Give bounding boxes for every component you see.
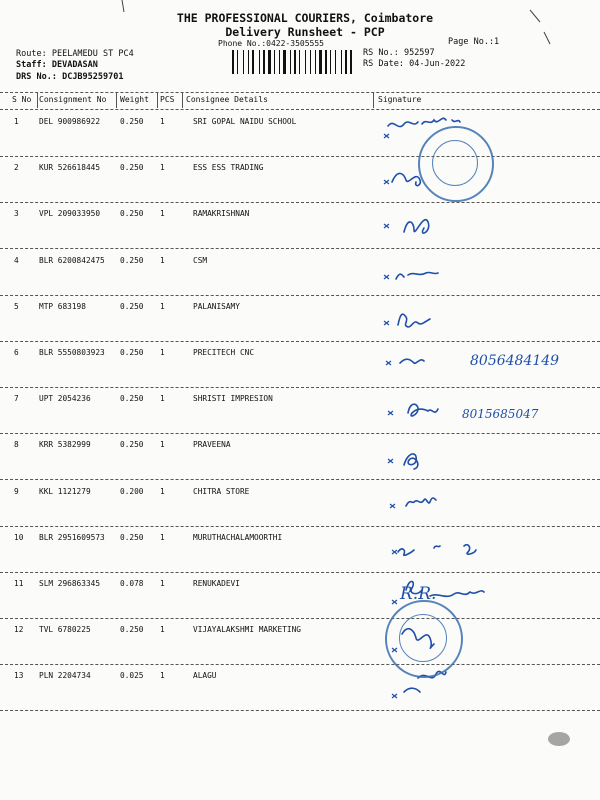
consignee-cell: PRAVEENA	[193, 440, 231, 450]
consignment-cell: BLR 5550803923	[39, 348, 105, 357]
sno-cell: 2	[14, 163, 19, 173]
table-row	[0, 433, 600, 480]
rs-no-line	[363, 48, 435, 58]
pcs-cell: 1	[160, 532, 165, 542]
consignment-cell: KUR 526618445	[39, 163, 101, 173]
weight-cell: 0.250	[120, 301, 144, 311]
table-row	[0, 618, 600, 665]
col-consignee: Consignee Details	[186, 95, 268, 104]
weight-cell: 0.250	[120, 348, 144, 357]
header-divider	[373, 92, 374, 108]
header-divider	[157, 92, 158, 108]
sno-cell: 6	[14, 348, 19, 357]
weight-cell: 0.250	[120, 209, 144, 219]
staff-value: DEVADASAN	[51, 60, 98, 70]
sno-cell: 12	[14, 625, 24, 635]
consignment-cell: KRR 5382999	[39, 440, 91, 450]
consignment-cell: DEL 900986922	[39, 117, 101, 126]
company-stamp	[418, 126, 494, 202]
pcs-cell: 1	[160, 486, 165, 496]
sno-cell: 13	[14, 671, 24, 681]
sno-cell: 1	[14, 117, 19, 126]
pcs-cell: 1	[160, 625, 165, 635]
weight-cell: 0.250	[120, 532, 144, 542]
pcs-cell: 1	[160, 440, 165, 450]
rs-date-label: RS Date:	[363, 59, 404, 69]
signature-mark	[378, 433, 598, 479]
company-stamp	[385, 600, 463, 678]
signature-mark	[378, 526, 598, 572]
route-label: Route:	[16, 49, 47, 59]
table-row	[0, 110, 600, 157]
pcs-cell: 1	[160, 117, 165, 126]
consignee-cell: MURUTHACHALAMOORTHI	[193, 532, 283, 542]
drs-label: DRS No.:	[16, 72, 57, 82]
staff-label: Staff:	[16, 60, 47, 70]
drs-line	[16, 72, 124, 82]
table-row	[0, 202, 600, 249]
signature-mark	[378, 202, 598, 248]
consignment-cell: UPT 2054236	[39, 394, 91, 404]
pcs-cell: 1	[160, 579, 165, 588]
sno-cell: 9	[14, 486, 19, 496]
handwritten-note: 8015685047	[462, 407, 539, 422]
consignment-cell: BLR 2951609573	[39, 532, 105, 542]
pcs-cell: 1	[160, 301, 165, 311]
weight-cell: 0.250	[120, 163, 144, 173]
consignee-cell: SRI GOPAL NAIDU SCHOOL	[193, 117, 297, 126]
sno-cell: 8	[14, 440, 19, 450]
weight-cell: 0.250	[120, 394, 144, 404]
consignee-cell: CHITRA STORE	[193, 486, 250, 496]
consignee-cell: VIJAYALAKSHMI MARKETING	[193, 625, 301, 635]
col-signature: Signature	[378, 95, 422, 104]
pcs-cell: 1	[160, 163, 165, 173]
weight-cell: 0.250	[120, 625, 144, 635]
sno-cell: 4	[14, 255, 19, 265]
col-pcs: PCS	[160, 95, 175, 104]
table-row	[0, 664, 600, 711]
pcs-cell: 1	[160, 394, 165, 404]
pcs-cell: 1	[160, 671, 165, 681]
handwritten-note: 8056484149	[470, 353, 560, 369]
document-title: Delivery Runsheet - PCP	[225, 25, 385, 39]
consignee-cell: ESS ESS TRADING	[193, 163, 264, 173]
consignment-cell: PLN 2204734	[39, 671, 91, 681]
table-row	[0, 295, 600, 342]
page-number: Page No.:1	[448, 37, 500, 47]
table-row	[0, 572, 600, 619]
rs-no-value: 952597	[403, 48, 435, 58]
header-divider	[182, 92, 183, 108]
col-sno: S No	[12, 95, 32, 104]
sno-cell: 10	[14, 532, 24, 542]
consignment-cell: BLR 6200842475	[39, 255, 105, 265]
pcs-cell: 1	[160, 348, 165, 357]
consignee-cell: CSM	[193, 255, 208, 265]
weight-cell: 0.025	[120, 671, 144, 681]
header-divider	[37, 92, 38, 108]
consignment-cell: KKL 1121279	[39, 486, 91, 496]
consignee-cell: RAMAKRISHNAN	[193, 209, 250, 219]
drs-value: DCJB95259701	[62, 72, 124, 82]
route-value: PEELAMEDU ST PC4	[51, 49, 134, 59]
consignment-cell: VPL 209033950	[39, 209, 101, 219]
handwritten-note: R.R.	[400, 584, 437, 604]
consignment-cell: TVL 6780225	[39, 625, 91, 635]
rs-date-line	[363, 59, 465, 69]
signature-mark	[378, 480, 598, 526]
weight-cell: 0.250	[120, 440, 144, 450]
table-row	[0, 341, 600, 388]
consignee-cell: RENUKADEVI	[193, 579, 240, 588]
sno-cell: 7	[14, 394, 19, 404]
consignee-cell: PALANISAMY	[193, 301, 240, 311]
signature-mark	[378, 249, 598, 295]
phone-number: Phone No.:0422-3505555	[218, 39, 324, 48]
consignment-cell: SLM 296863345	[39, 579, 101, 588]
pen-mark	[528, 6, 554, 46]
sno-cell: 5	[14, 301, 19, 311]
consignment-cell: MTP 683198	[39, 301, 86, 311]
consignee-cell: ALAGU	[193, 671, 217, 681]
sno-cell: 11	[14, 579, 24, 588]
table-row	[0, 526, 600, 573]
barcode	[232, 50, 358, 74]
signature-mark	[378, 295, 598, 341]
sno-cell: 3	[14, 209, 19, 219]
table-row	[0, 387, 600, 434]
weight-cell: 0.250	[120, 117, 144, 126]
weight-cell: 0.200	[120, 486, 144, 496]
company-title: THE PROFESSIONAL COURIERS, Coimbatore	[176, 11, 434, 25]
staff-line	[16, 60, 98, 70]
table-header	[0, 92, 600, 110]
col-consignment: Consignment No	[39, 95, 107, 104]
weight-cell: 0.250	[120, 255, 144, 265]
pcs-cell: 1	[160, 209, 165, 219]
rs-date-value: 04-Jun-2022	[409, 59, 466, 69]
rs-no-label: RS No.:	[363, 48, 399, 58]
smudge-mark	[548, 732, 570, 746]
table-row	[0, 480, 600, 527]
weight-cell: 0.078	[120, 579, 144, 588]
consignee-cell: SHRISTI IMPRESION	[193, 394, 273, 404]
table-row	[0, 156, 600, 203]
route-line	[16, 49, 134, 59]
pen-mark	[118, 0, 128, 14]
consignee-cell: PRECITECH CNC	[193, 348, 255, 357]
col-weight: Weight	[120, 95, 149, 104]
header-divider	[116, 92, 117, 108]
table-row	[0, 249, 600, 296]
pcs-cell: 1	[160, 255, 165, 265]
